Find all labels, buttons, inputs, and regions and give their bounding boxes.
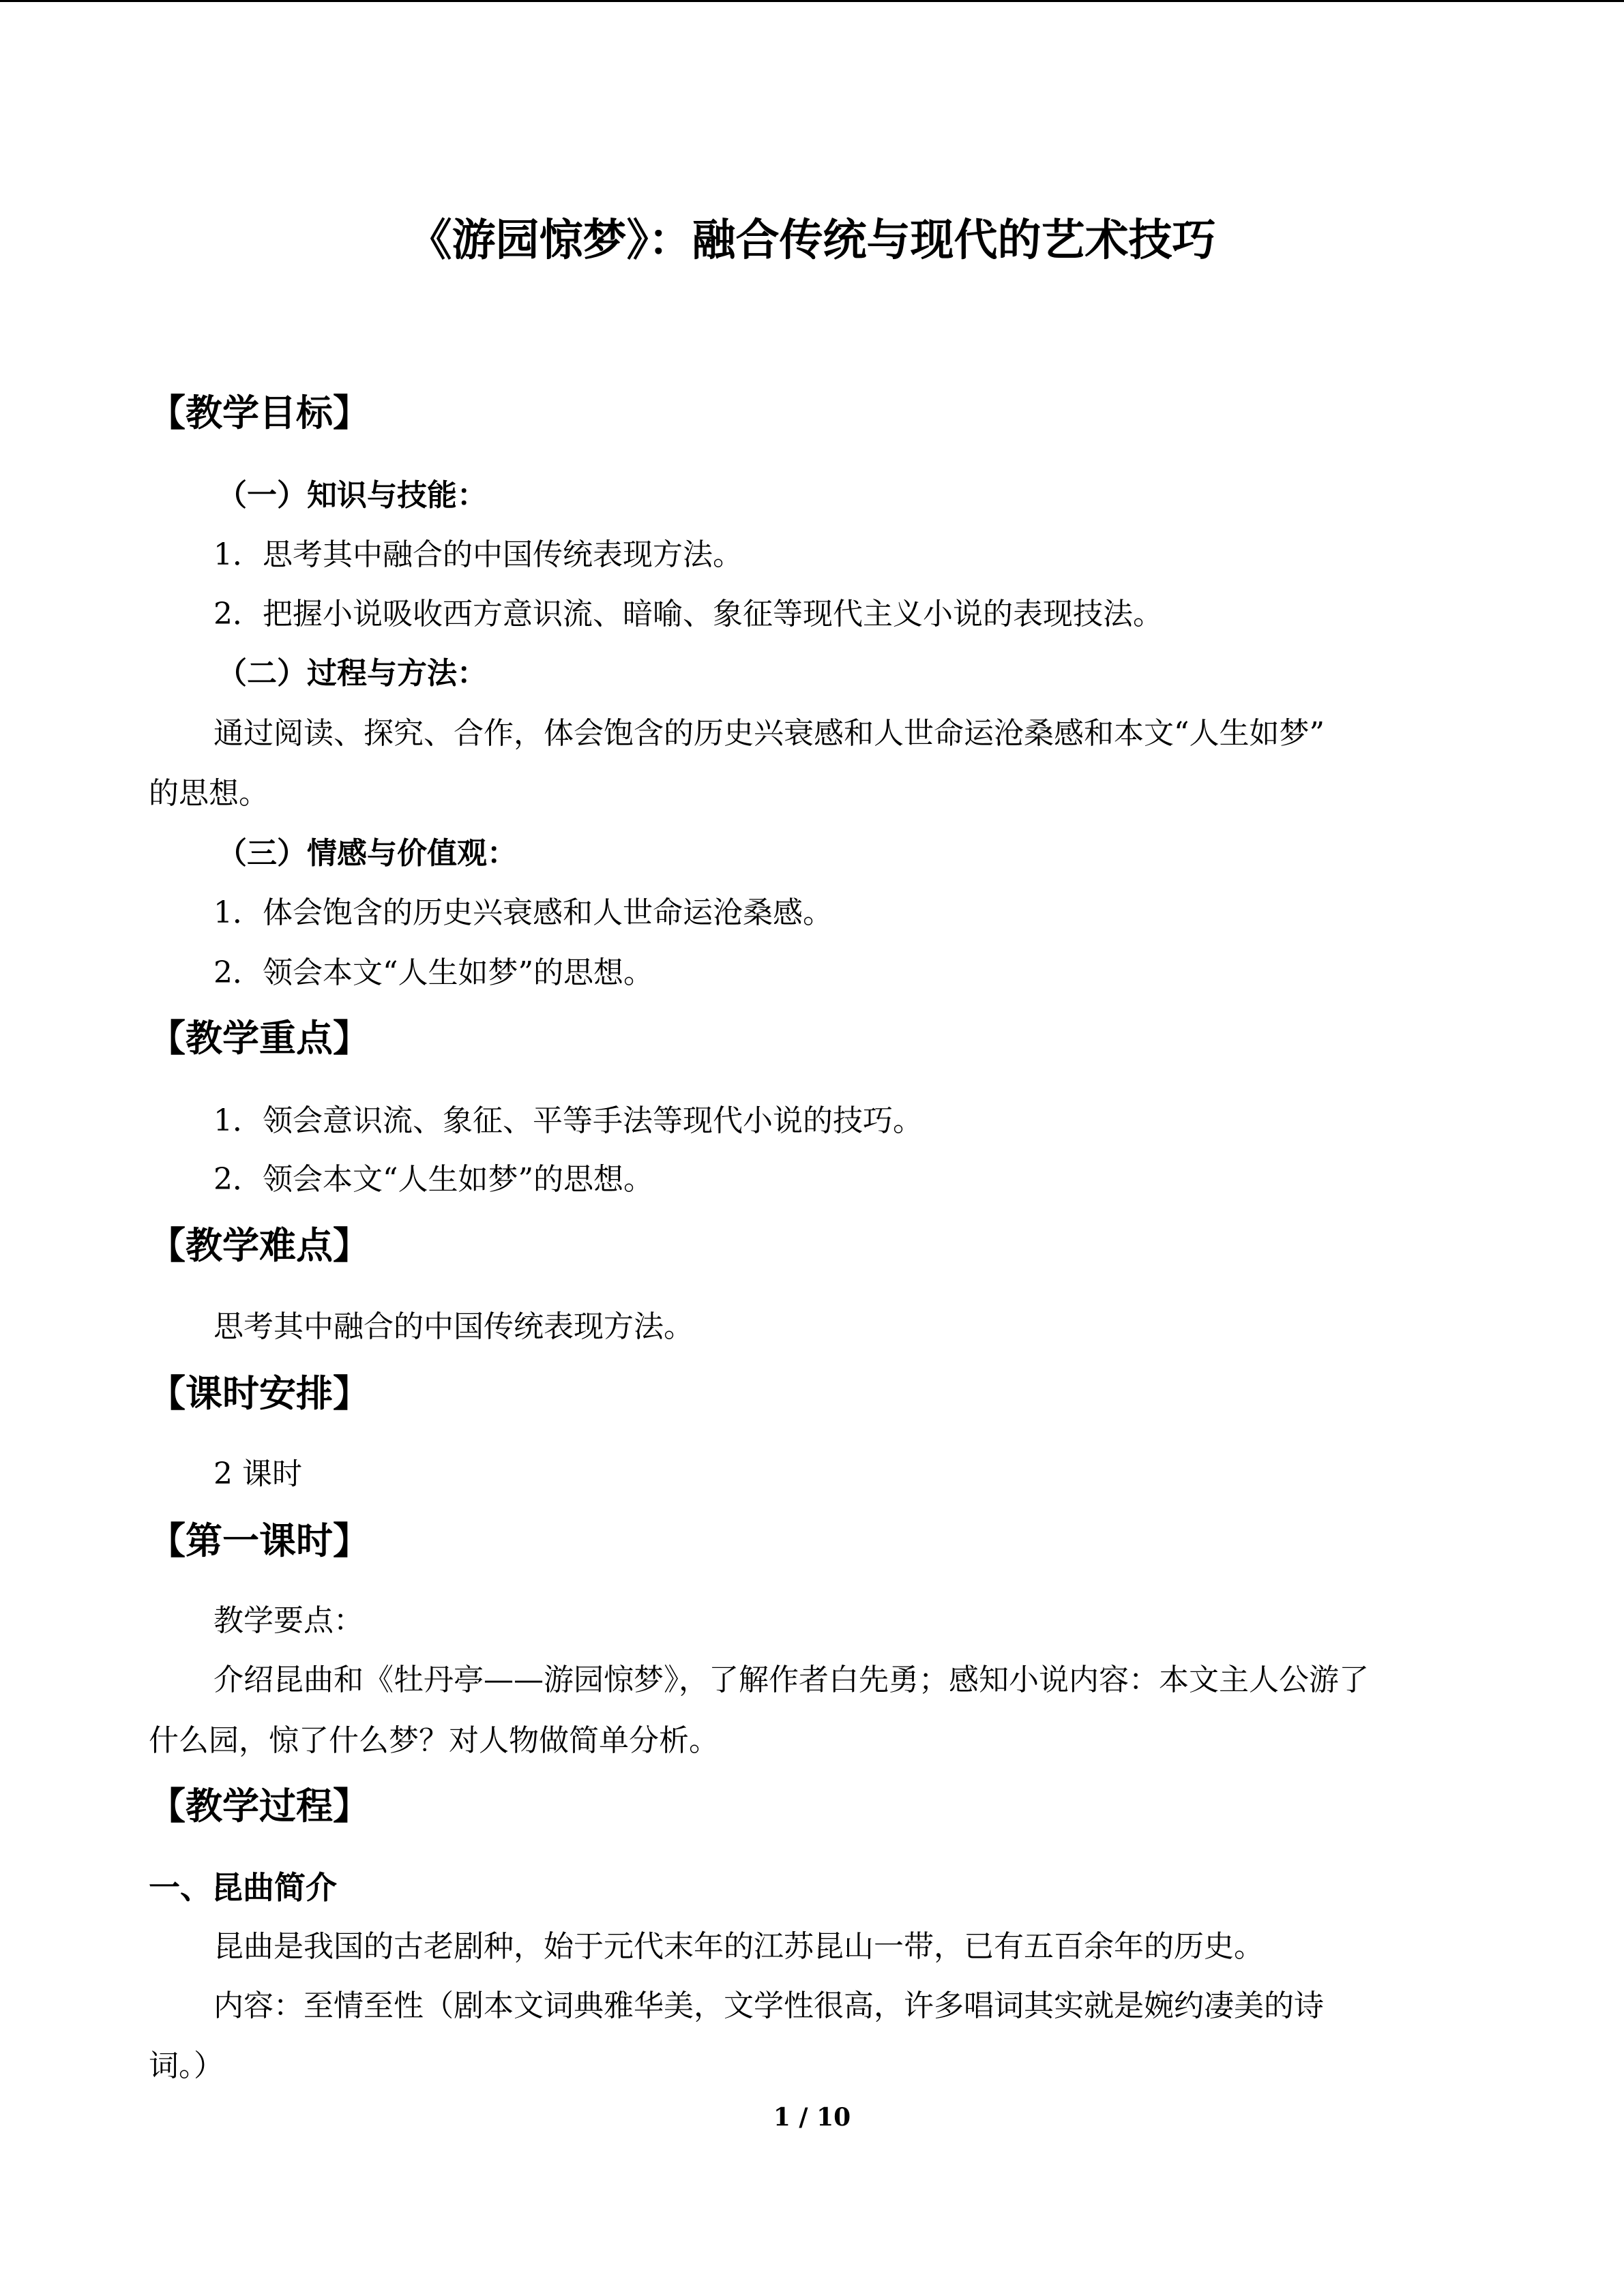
subheading-process: （二）过程与方法： [217, 656, 487, 691]
document-title: 《游园惊梦》：融合传统与现代的艺术技巧 [408, 215, 1216, 266]
knowledge-item-1: 1．思考其中融合的中国传统表现方法。 [213, 537, 743, 572]
section-heading-process: 【教学过程】 [149, 1784, 370, 1828]
subheading-emotion: （三）情感与价值观： [217, 836, 517, 871]
key-point-item-2: 2．领会本文“人生如梦”的思想。 [213, 1162, 653, 1197]
first-lesson-points-label: 教学要点： [213, 1603, 364, 1638]
top-border-line [0, 0, 1624, 2]
kunqu-para-2-line-1: 内容：至情至性（剧本文词典雅华美，文学性很高，许多唱词其实就是婉约凄美的诗 [213, 1988, 1324, 2023]
section-heading-objectives: 【教学目标】 [149, 391, 370, 434]
knowledge-item-2: 2．把握小说吸收西方意识流、暗喻、象征等现代主义小说的表现技法。 [213, 597, 1163, 631]
section-heading-schedule: 【课时安排】 [149, 1371, 370, 1415]
process-text-line-2: 的思想。 [149, 776, 269, 811]
schedule-text: 2 课时 [213, 1457, 302, 1491]
process-text-line-1: 通过阅读、探究、合作，体会饱含的历史兴衰感和人世命运沧桑感和本文“人生如梦” [213, 716, 1325, 751]
kunqu-para-1: 昆曲是我国的古老剧种，始于元代末年的江苏昆山一带，已有五百余年的历史。 [213, 1929, 1264, 1964]
section-heading-difficulties: 【教学难点】 [149, 1223, 370, 1267]
first-lesson-text-line-1: 介绍昆曲和《牡丹亭——游园惊梦》，了解作者白先勇；感知小说内容：本文主人公游了 [213, 1663, 1369, 1697]
subheading-knowledge: （一）知识与技能： [217, 478, 487, 513]
emotion-item-1: 1．体会饱含的历史兴衰感和人世命运沧桑感。 [213, 895, 833, 930]
page-number: 1 / 10 [773, 2103, 851, 2132]
emotion-item-2: 2．领会本文“人生如梦”的思想。 [213, 955, 653, 990]
subsection-heading-kunqu: 一、昆曲简介 [149, 1869, 337, 1906]
section-heading-key-points: 【教学重点】 [149, 1016, 370, 1060]
difficulty-text: 思考其中融合的中国传统表现方法。 [213, 1309, 694, 1344]
first-lesson-text-line-2: 什么园，惊了什么梦？对人物做简单分析。 [149, 1723, 719, 1758]
kunqu-para-2-line-2: 词。） [149, 2048, 224, 2083]
section-heading-first-lesson: 【第一课时】 [149, 1519, 370, 1562]
key-point-item-1: 1．领会意识流、象征、平等手法等现代小说的技巧。 [213, 1103, 923, 1138]
